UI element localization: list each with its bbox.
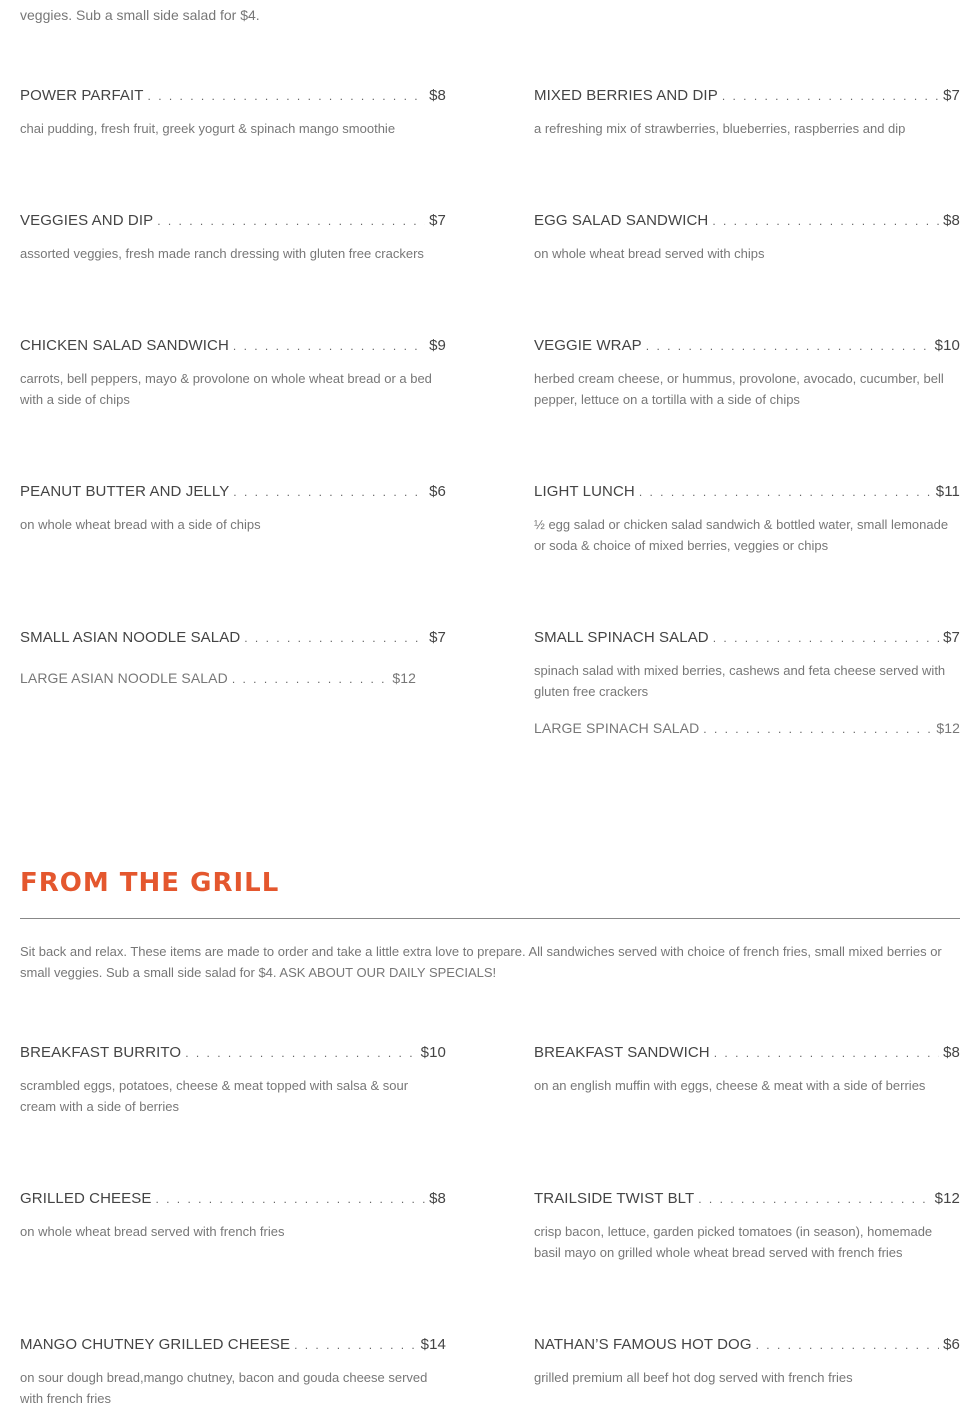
item-description: scrambled eggs, potatoes, cheese & meat topped with salsa & sour cream with a side of berries — [20, 1078, 409, 1114]
item-description: herbed cream cheese, or hummus, provolone, avocado, cucumber, bell pepper, lettuce on a tortilla with a side of chips — [534, 371, 944, 407]
menu-item-veggies-dip — [20, 211, 446, 264]
item-name: PEANUT BUTTER AND JELLY — [20, 483, 230, 500]
menu-item-egg-salad — [534, 211, 960, 264]
item-name: EGG SALAD SANDWICH — [534, 212, 709, 229]
item-description: on an english muffin with eggs, cheese & meat with a side of berries — [534, 1078, 926, 1093]
item-name: CHICKEN SALAD SANDWICH — [20, 337, 229, 354]
dot-leader — [756, 1335, 940, 1355]
dot-leader — [233, 482, 425, 502]
item-name: TRAILSIDE TWIST BLT — [534, 1190, 695, 1207]
item-name: SMALL SPINACH SALAD — [534, 629, 709, 646]
item-description: chai pudding, fresh fruit, greek yogurt & spinach mango smoothie — [20, 121, 396, 136]
item-description: on whole wheat bread served with chips — [534, 246, 765, 261]
item-name: POWER PARFAIT — [20, 87, 144, 104]
menu-item-breakfast-sandwich — [534, 1043, 960, 1096]
section-divider — [20, 918, 960, 919]
item-price: $7 — [943, 629, 960, 646]
item-price: $7 — [429, 212, 446, 229]
item-price: $6 — [943, 1336, 960, 1353]
item-name: MIXED BERRIES AND DIP — [534, 87, 718, 104]
menu-item-chicken-salad — [20, 336, 446, 410]
menu-item-mixed-berries — [534, 86, 960, 139]
section-intro-text: Sit back and relax. These items are made to order and take a little extra love to prepare. All sandwiches served with choice of french fries, small mixed berries or small veggies. Sub a small side salad for $4. ASK ABOUT OUR DAILY SPECIALS! — [20, 944, 942, 980]
item-price: $8 — [943, 1044, 960, 1061]
item-description: ½ egg salad or chicken salad sandwich & bottled water, small lemonade or soda & choice of mixed berries, veggies or chips — [534, 517, 949, 553]
menu-item-mango-chutney-grilled-cheese — [20, 1335, 446, 1407]
menu-item-light-lunch — [534, 482, 960, 556]
variant-price: $12 — [936, 720, 960, 736]
item-name: MANGO CHUTNEY GRILLED CHEESE — [20, 1336, 291, 1353]
dot-leader — [157, 211, 425, 231]
item-price: $11 — [935, 483, 960, 500]
variant-name: LARGE SPINACH SALAD — [534, 720, 700, 736]
dot-leader — [294, 1335, 417, 1355]
item-name: BREAKFAST SANDWICH — [534, 1044, 710, 1061]
dot-leader — [714, 1043, 939, 1063]
dot-leader — [148, 86, 426, 106]
item-name: VEGGIE WRAP — [534, 337, 642, 354]
dot-leader — [712, 211, 939, 231]
dot-leader — [722, 86, 939, 106]
dot-leader — [646, 336, 931, 356]
item-price: $8 — [943, 212, 960, 229]
dot-leader — [155, 1189, 425, 1209]
item-description: crisp bacon, lettuce, garden picked tomatoes (in season), homemade basil mayo on grilled whole wheat bread served with french fries — [534, 1224, 933, 1260]
dot-leader — [703, 719, 932, 739]
item-name: BREAKFAST BURRITO — [20, 1044, 182, 1061]
item-description: assorted veggies, fresh made ranch dressing with gluten free crackers — [20, 246, 424, 261]
item-description: a refreshing mix of strawberries, blueberries, raspberries and dip — [534, 121, 906, 136]
variant-name: LARGE ASIAN NOODLE SALAD — [20, 670, 228, 686]
item-description: spinach salad with mixed berries, cashews and feta cheese served with gluten free crackers — [534, 663, 946, 699]
dot-leader — [233, 336, 425, 356]
item-price: $10 — [934, 337, 960, 354]
menu-item-hot-dog — [534, 1335, 960, 1388]
item-name: NATHAN’S FAMOUS HOT DOG — [534, 1336, 752, 1353]
menu-item-trailside-blt — [534, 1189, 960, 1263]
item-description: on whole wheat bread with a side of chips — [20, 517, 261, 532]
menu-item-pbj — [20, 482, 446, 535]
item-variant-row — [20, 668, 416, 689]
item-variant-row — [534, 718, 960, 739]
dot-leader — [639, 482, 932, 502]
variant-price: $12 — [392, 670, 416, 686]
menu-item-grilled-cheese — [20, 1189, 446, 1242]
item-price: $10 — [420, 1044, 446, 1061]
item-price: $8 — [429, 87, 446, 104]
menu-item-power-parfait — [20, 86, 446, 139]
item-description: on sour dough bread,mango chutney, bacon and gouda cheese served with french fries — [20, 1370, 428, 1406]
item-description: on whole wheat bread served with french fries — [20, 1224, 285, 1239]
menu-item-spinach-salad — [534, 628, 960, 739]
dot-leader — [232, 669, 389, 689]
menu-item-veggie-wrap — [534, 336, 960, 410]
dot-leader — [698, 1189, 930, 1209]
dot-leader — [185, 1043, 416, 1063]
item-name: LIGHT LUNCH — [534, 483, 635, 500]
item-description: grilled premium all beef hot dog served with french fries — [534, 1370, 853, 1385]
item-price: $7 — [943, 87, 960, 104]
section-title: FROM THE GRILL — [20, 868, 280, 898]
item-price: $14 — [420, 1336, 446, 1353]
item-name: VEGGIES AND DIP — [20, 212, 154, 229]
item-price: $7 — [429, 629, 446, 646]
dot-leader — [713, 628, 939, 648]
section-intro-text: veggies. Sub a small side salad for $4. — [20, 7, 260, 23]
item-price: $6 — [429, 483, 446, 500]
menu-item-breakfast-burrito — [20, 1043, 446, 1117]
dot-leader — [244, 628, 425, 648]
menu-item-asian-noodle-salad — [20, 628, 446, 689]
item-description: carrots, bell peppers, mayo & provolone on whole wheat bread or a bed with a side of chips — [20, 371, 432, 407]
item-price: $12 — [934, 1190, 960, 1207]
item-price: $8 — [429, 1190, 446, 1207]
item-name: SMALL ASIAN NOODLE SALAD — [20, 629, 241, 646]
item-name: GRILLED CHEESE — [20, 1190, 152, 1207]
item-price: $9 — [429, 337, 446, 354]
